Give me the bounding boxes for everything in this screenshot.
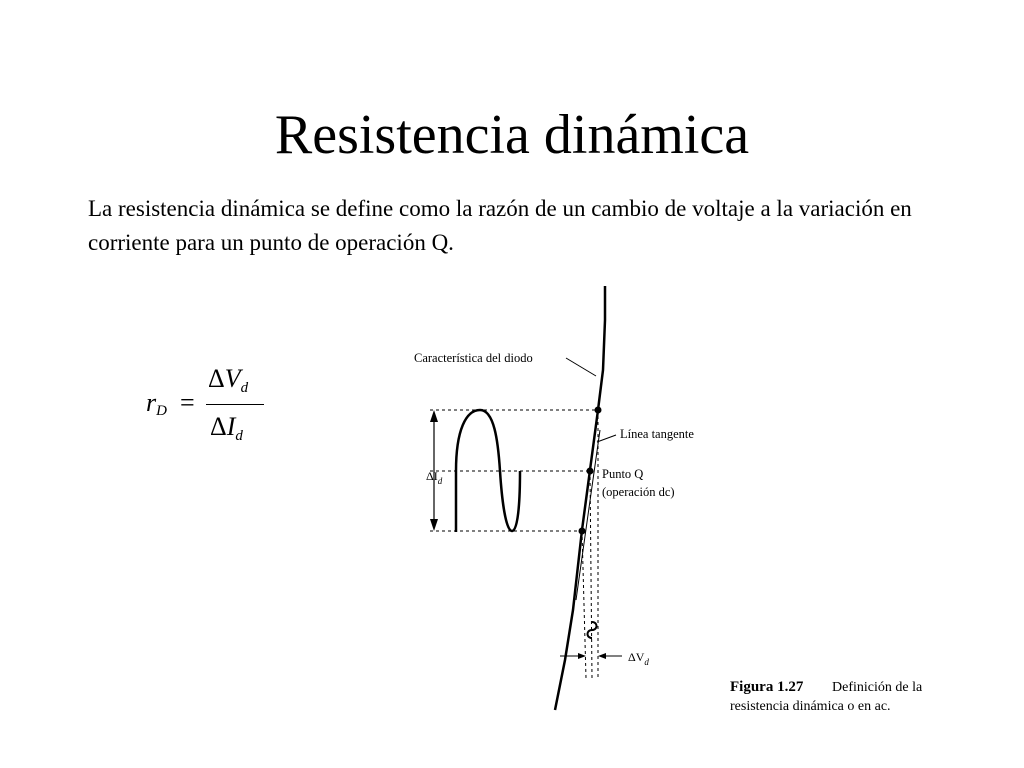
- figure-caption-line2: resistencia dinámica o en ac.: [730, 699, 891, 714]
- label-diode-characteristic: Característica del diodo: [414, 351, 533, 365]
- label-delta-v: $\Delta V_d$: [628, 650, 649, 667]
- formula-numerator: $\Delta V_d$: [208, 364, 249, 396]
- lower-point: [579, 528, 586, 535]
- delta-v-arrowhead-left: [578, 653, 586, 659]
- formula-fraction-bar: [206, 404, 264, 405]
- label-delta-i: $\Delta I_d$: [426, 469, 443, 486]
- slide-body-text: La resistencia dinámica se define como la razón de un cambio de voltaje a la variación en corriente para un punto de operación Q.: [88, 196, 912, 255]
- dynamic-resistance-formula: [140, 362, 280, 452]
- q-point: [587, 468, 594, 475]
- label-q-point: Punto Q: [602, 467, 644, 481]
- tangent-line: [576, 430, 600, 600]
- label-tangent-line: Línea tangente: [620, 427, 694, 441]
- slide-title: Resistencia dinámica: [274, 104, 750, 166]
- delta-v-arrowhead-right: [598, 653, 606, 659]
- formula-lhs: $r_D$: [146, 388, 167, 419]
- characteristic-leader: [566, 358, 596, 376]
- diode-dynamic-resistance-figure: [400, 280, 980, 720]
- figure-caption-line1: Definición de la: [832, 680, 923, 695]
- tangent-leader: [597, 435, 616, 442]
- formula-equals: =: [180, 388, 195, 417]
- delta-i-arrow-down: [430, 519, 438, 531]
- upper-point: [595, 407, 602, 414]
- vertical-projection-2: [590, 471, 592, 678]
- delta-i-arrow-up: [430, 410, 438, 422]
- figure-caption-number: Figura 1.27: [730, 679, 804, 695]
- formula-denominator: $\Delta I_d$: [210, 412, 243, 444]
- label-q-point-dc: (operación dc): [602, 485, 675, 499]
